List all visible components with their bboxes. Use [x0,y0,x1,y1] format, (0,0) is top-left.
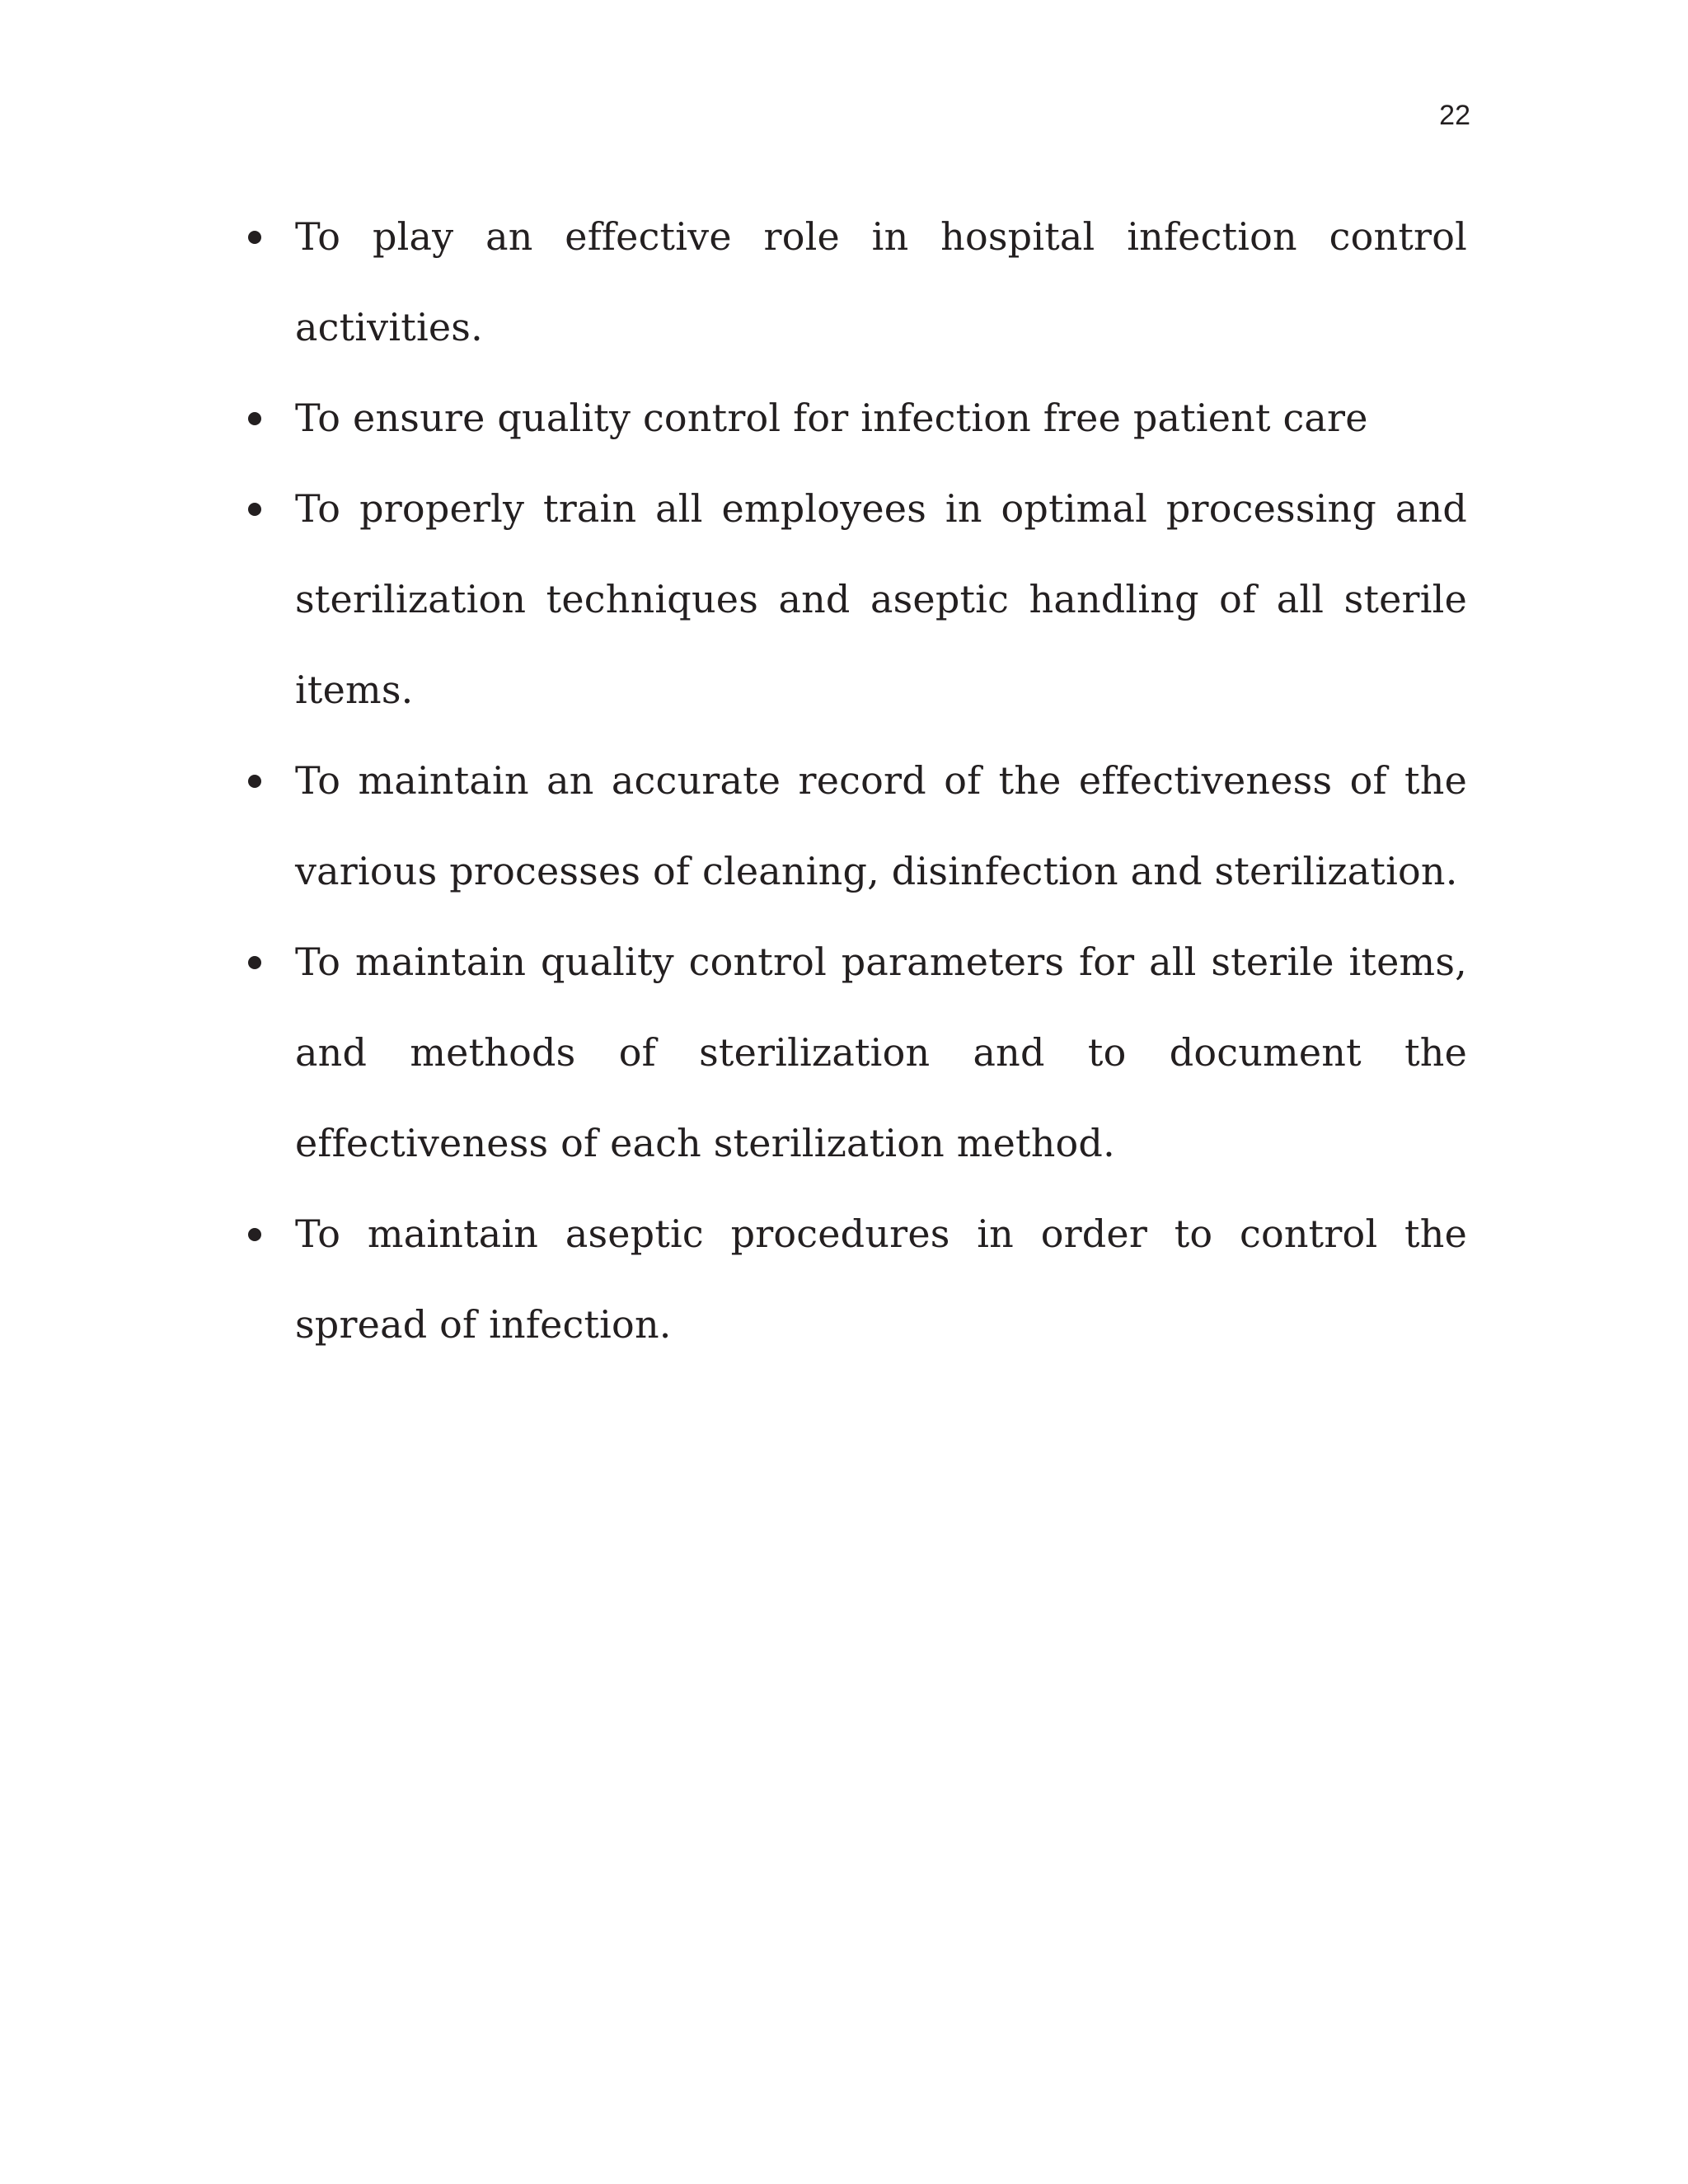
bullet-item [244,463,1467,735]
bullet-text: To maintain quality control parameters for all sterile items, and methods of sterilization and to document the effectiveness of each sterilization method. [295,940,1467,1165]
bullet-item [244,1188,1467,1370]
bullet-text: To properly train all employees in optimal processing and sterilization techniques and aseptic handling of all sterile items. [295,486,1467,712]
bullet-item [244,916,1467,1188]
bullet-item [244,373,1467,463]
bullet-item [244,191,1467,373]
bullet-icon [248,956,261,969]
bullet-text: To ensure quality control for infection free patient care [295,396,1368,440]
bullet-icon [248,412,261,425]
bullet-icon [248,503,261,516]
bullet-item [244,735,1467,916]
bullet-icon [248,775,261,788]
bullet-text: To maintain an accurate record of the effectiveness of the various processes of cleaning, disinfection and sterilization. [295,758,1467,893]
bullet-icon [248,1228,261,1241]
page-number: 22 [1439,100,1470,131]
bullet-text: To maintain aseptic procedures in order to control the spread of infection. [295,1212,1467,1347]
objectives-bullet-list [244,191,1467,1370]
bullet-text: To play an effective role in hospital infection control activities. [295,214,1467,349]
bullet-icon [248,231,261,244]
